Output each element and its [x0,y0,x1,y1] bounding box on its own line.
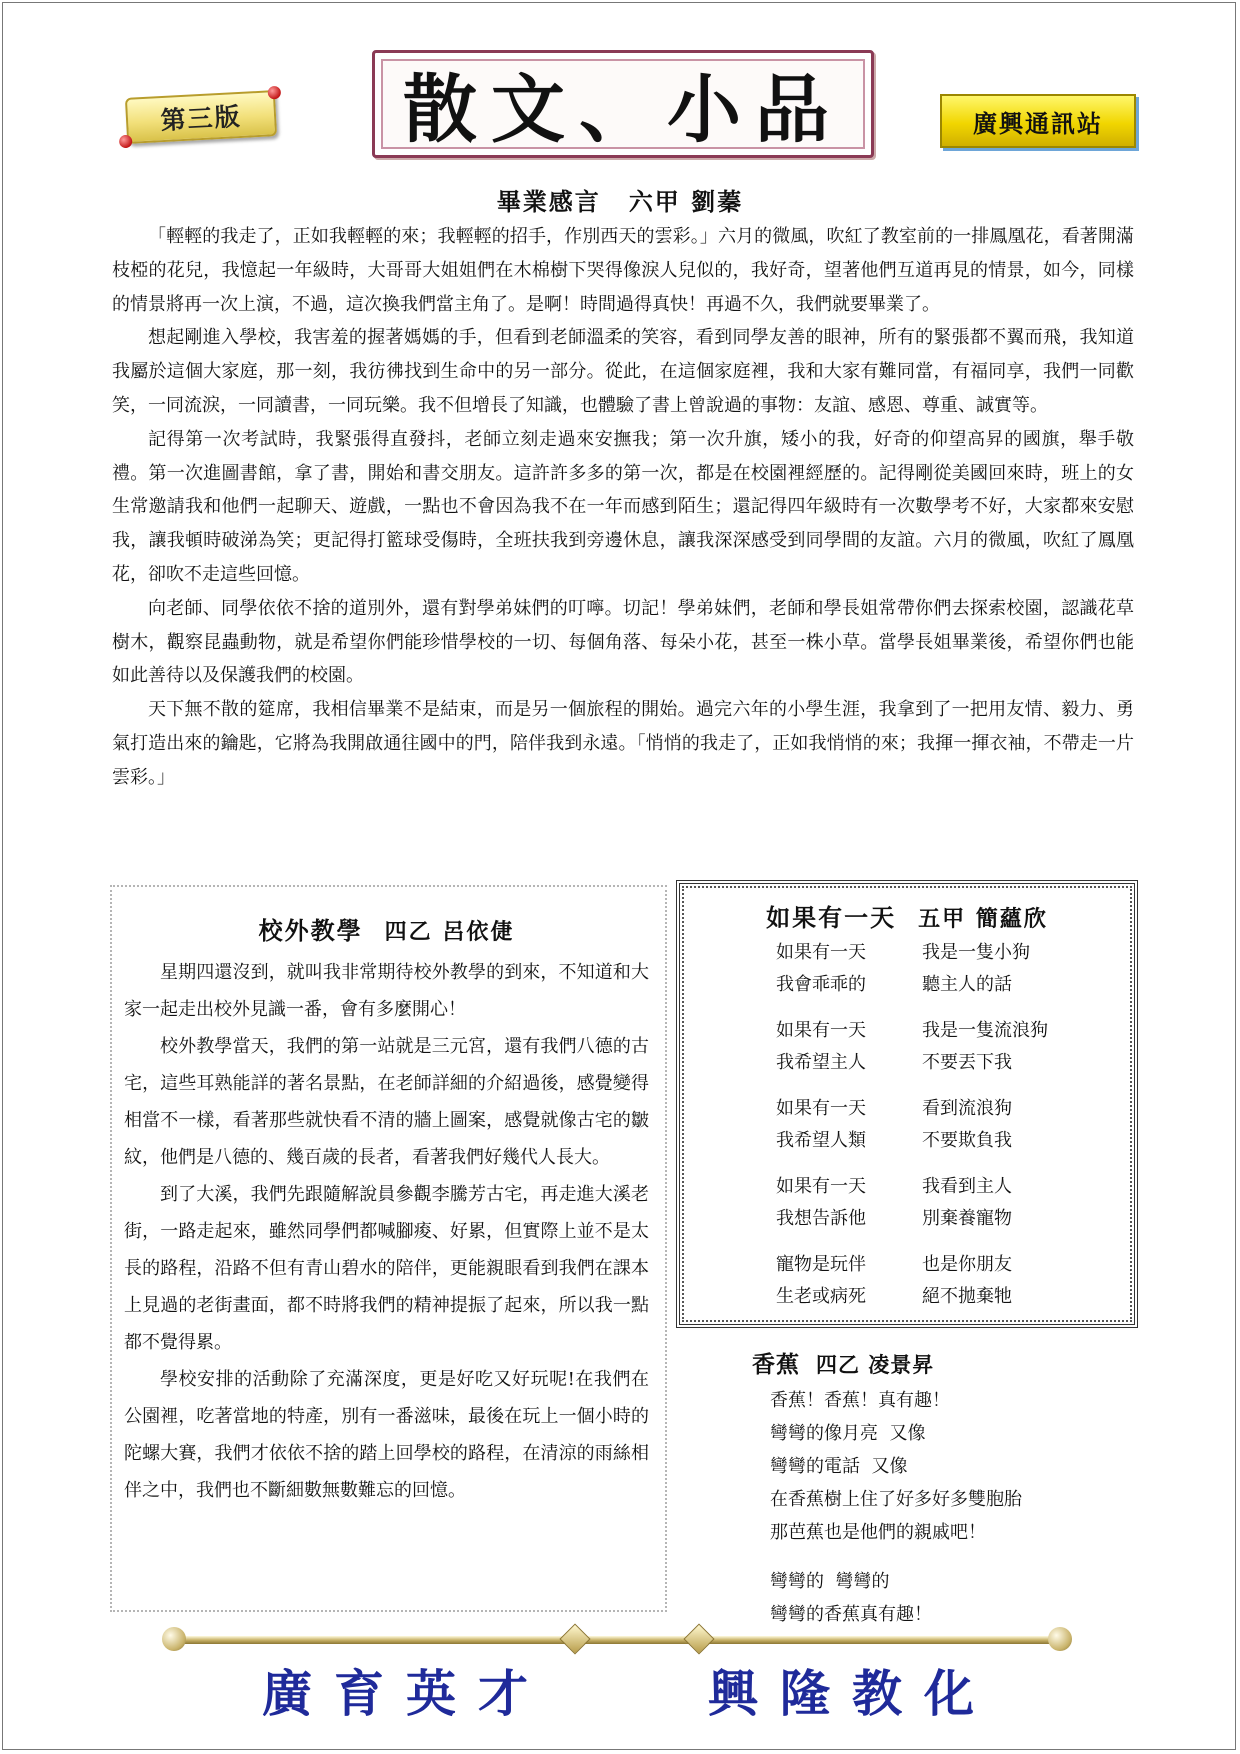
poem-line: 看到流浪狗 [922,1098,1012,1119]
poem-line: 我會乖乖的 [776,974,866,995]
footer-motto-right: 興隆教化 [708,1664,996,1723]
poem-line: 寵物是玩伴 [776,1254,866,1275]
newsletter-badge [940,94,1136,148]
poem-line: 不要欺負我 [922,1130,1012,1151]
main-article-body [112,220,1134,795]
poem-line: 彎彎的香蕉真有趣！ [770,1604,932,1625]
footer-ornament-rule [176,1636,1058,1644]
main-article-paragraph: 記得第一次考試時，我緊張得直發抖，老師立刻走過來安撫我；第一次升旗，矮小的我，好奇的仰望高昇的國旗，舉手敬禮。第一次進圖書館，拿了書，開始和書交朋友。這許許多多的第一次，都是在校園裡經歷的。記得剛從美國回來時，班上的女生常邀請我和他們一起聊天、遊戲，一點也不會因為我不在一年而感到陌生；還記得四年級時有一次數學考不好，大家都來安慰我，讓我頓時破涕為笑；更記得打籃球受傷時，全班扶我到旁邊休息，讓我深深感受到同學間的友誼。六月的微風，吹紅了鳳凰花，卻吹不走這些回憶。 [112,428,1134,585]
poem-line: 絕不拋棄牠 [922,1286,1012,1307]
poem-line: 我希望主人 [776,1052,866,1073]
poem-line: 如果有一天 [776,1020,866,1041]
poem-line: 彎彎的電話 又像 [770,1456,908,1477]
poem-line: 我想告訴他 [776,1208,866,1229]
poem-line: 我是一隻小狗 [922,942,1030,963]
field-trip-title: 校外教學 [258,916,363,945]
poem-line: 如果有一天 [776,942,866,963]
poem-stanza [776,1015,1134,1079]
main-article-author: 六甲 劉蓁 [628,187,744,216]
main-article-paragraph: 想起剛進入學校，我害羞的握著媽媽的手，但看到老師溫柔的笑容，看到同學友善的眼神，所有的緊張都不翼而飛，我知道我屬於這個大家庭，那一刻，我彷彿找到生命中的另一部分。從此，在這個家庭裡，我和大家有難同當，有福同享，我們一同歡笑，一同流淚，一同讀書，一同玩樂。我不但增長了知識，也體驗了書上曾說過的事物：友誼、感恩、尊重、誠實等。 [112,327,1134,416]
poem-stanza [776,937,1134,1001]
edition-label: 第三版 [159,101,243,136]
field-trip-box [110,885,667,1612]
stanza-gap [770,1549,1022,1565]
poem-line: 那芭蕉也是他們的親戚吧！ [770,1522,986,1543]
ornament-knob [1048,1627,1072,1651]
banana-poem-body [770,1384,1022,1631]
main-article-title: 畢業感言 [496,187,601,216]
edition-ribbon [125,90,277,144]
poem-line: 彎彎的 彎彎的 [770,1571,890,1592]
field-trip-body [124,954,649,1509]
someday-poem-author: 五甲 簡蘊欣 [918,906,1048,932]
page-title: 散文、小品 [403,67,843,153]
ornament-knob [162,1627,186,1651]
main-article-paragraph: 向老師、同學依依不捨的道別外，還有對學弟妹們的叮嚀。切記！學弟妹們，老師和學長姐常帶你們去探索校園，認識花草樹木，觀察昆蟲動物，就是希望你們能珍惜學校的一切、每個角落、每朵小花，甚至一株小草。當學長姐畢業後，希望你們也能如此善待以及保護我們的校園。 [112,597,1134,687]
field-trip-paragraph: 到了大溪，我們先跟隨解說員參觀李騰芳古宅，再走進大溪老街，一路走起來，雖然同學們都喊腳痠、好累，但實際上並不是太長的路程，沿路不但有青山碧水的陪伴，更能親眼看到我們在課本上見過的老街畫面，都不時將我們的精神提振了起來，所以我一點都不覺得累。 [124,1184,649,1353]
field-trip-paragraph: 學校安排的活動除了充滿深度，更是好吃又好玩呢!在我們在公園裡，吃著當地的特產，別有一番滋味，最後在玩上一個小時的陀螺大賽，我們才依依不捨的踏上回學校的路程，在清涼的雨絲相伴之中，我們也不斷細數無數難忘的回憶。 [124,1369,649,1501]
poem-line: 聽主人的話 [922,974,1012,995]
footer-motto-left: 廣育英才 [262,1664,550,1723]
main-article-heading [0,182,1240,217]
poem-line: 別棄養寵物 [922,1208,1012,1229]
someday-poem-title: 如果有一天 [766,903,897,932]
poem-stanza [776,1171,1134,1235]
field-trip-heading [124,911,649,946]
banana-poem-author: 四乙 凌景昇 [816,1352,935,1377]
poem-line: 在香蕉樹上住了好多好多雙胞胎 [770,1489,1022,1510]
poem-line: 我看到主人 [922,1176,1012,1197]
poem-line: 不要丟下我 [922,1052,1012,1073]
poem-line: 香蕉！香蕉！真有趣！ [770,1390,950,1411]
main-article-paragraph: 天下無不散的筵席，我相信畢業不是結束，而是另一個旅程的開始。過完六年的小學生涯，我拿到了一把用友情、毅力、勇氣打造出來的鑰匙，它將為我開啟通往國中的門，陪伴我到永遠。「悄悄的我走了，正如我悄悄的來；我揮一揮衣袖，不帶走一片雲彩。」 [112,699,1134,788]
poem-stanza [776,1093,1134,1157]
main-article-paragraph: 「輕輕的我走了，正如我輕輕的來；我輕輕的招手，作別西天的雲彩。」六月的微風，吹紅了教室前的一排鳳凰花，看著開滿枝椏的花兒，我憶起一年級時，大哥哥大姐姐們在木棉樹下哭得像淚人兒似的，我好奇，望著他們互道再見的情景，如今，同樣的情景將再一次上演，不過，這次換我們當主角了。是啊！時間過得真快！再過不久，我們就要畢業了。 [112,226,1134,315]
poem-stanza [776,1249,1134,1313]
poem-line: 生老或病死 [776,1286,866,1307]
someday-poem-heading [680,898,1134,933]
banana-poem-title: 香蕉 [752,1351,800,1378]
poem-line: 我是一隻流浪狗 [922,1020,1048,1041]
field-trip-paragraph: 校外教學當天，我們的第一站就是三元宮，還有我們八德的古宅，這些耳熟能詳的著名景點，在老師詳細的介紹過後，感覺變得相當不一樣，看著那些就快看不清的牆上圖案，感覺就像古宅的皺紋，他們是八德的、幾百歲的長者，看著我們好幾代人長大。 [124,1036,649,1168]
someday-poem-box [676,880,1138,1328]
poem-line: 也是你朋友 [922,1254,1012,1275]
poem-line: 彎彎的像月亮 又像 [770,1423,926,1444]
field-trip-paragraph: 星期四還沒到，就叫我非常期待校外教學的到來，不知道和大家一起走出校外見識一番，會有多麼開心！ [124,962,649,1020]
field-trip-author: 四乙 呂依倢 [384,919,515,945]
poem-line: 我希望人類 [776,1130,866,1151]
poem-line: 如果有一天 [776,1098,866,1119]
newsletter-label: 廣興通訊站 [973,108,1103,138]
banana-poem-heading [752,1346,934,1379]
page-title-frame [372,50,874,158]
poem-line: 如果有一天 [776,1176,866,1197]
